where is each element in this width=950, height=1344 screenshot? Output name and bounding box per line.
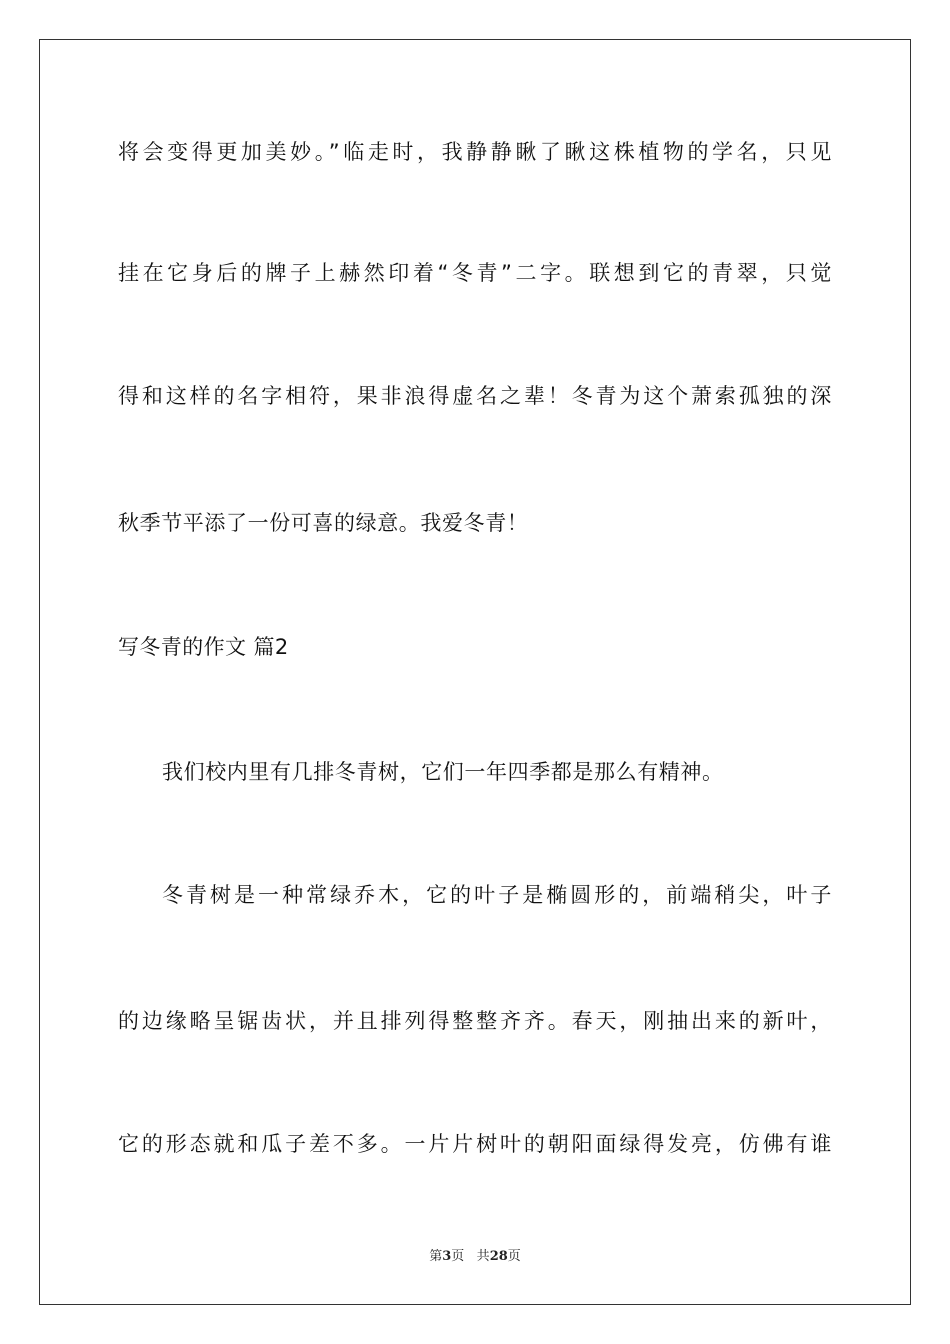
footer-total-suffix: 页 [507, 1249, 521, 1264]
footer-total-pages: 28 [489, 1249, 508, 1264]
page-footer [0, 1248, 950, 1266]
body-line-3: 得和这样的名字相符，果非浪得虚名之辈！冬青为这个萧索孤独的深 [118, 384, 832, 408]
paragraph-2-line-1: 冬青树是一种常绿乔木，它的叶子是椭圆形的，前端稍尖，叶子 [162, 883, 832, 907]
footer-current-page: 3 [442, 1249, 452, 1264]
footer-total-prefix: 共 [476, 1249, 490, 1264]
footer-prefix: 第 [429, 1249, 443, 1264]
paragraph-2-line-3: 它的形态就和瓜子差不多。一片片树叶的朝阳面绿得发亮，仿佛有谁 [118, 1132, 832, 1156]
paragraph-2-line-2: 的边缘略呈锯齿状，并且排列得整整齐齐。春天，刚抽出来的新叶， [118, 1009, 832, 1033]
section-heading: 写冬青的作文 篇2 [118, 635, 289, 659]
body-line-4: 秋季节平添了一份可喜的绿意。我爱冬青！ [118, 511, 529, 535]
paragraph-1: 我们校内里有几排冬青树，它们一年四季都是那么有精神。 [162, 760, 724, 784]
body-line-1: 将会变得更加美妙。”临走时，我静静瞅了瞅这株植物的学名，只见 [118, 140, 832, 164]
body-line-2: 挂在它身后的牌子上赫然印着“冬青”二字。联想到它的青翠，只觉 [118, 261, 832, 285]
page-frame [39, 39, 911, 1305]
footer-page-suffix: 页 [451, 1249, 465, 1264]
